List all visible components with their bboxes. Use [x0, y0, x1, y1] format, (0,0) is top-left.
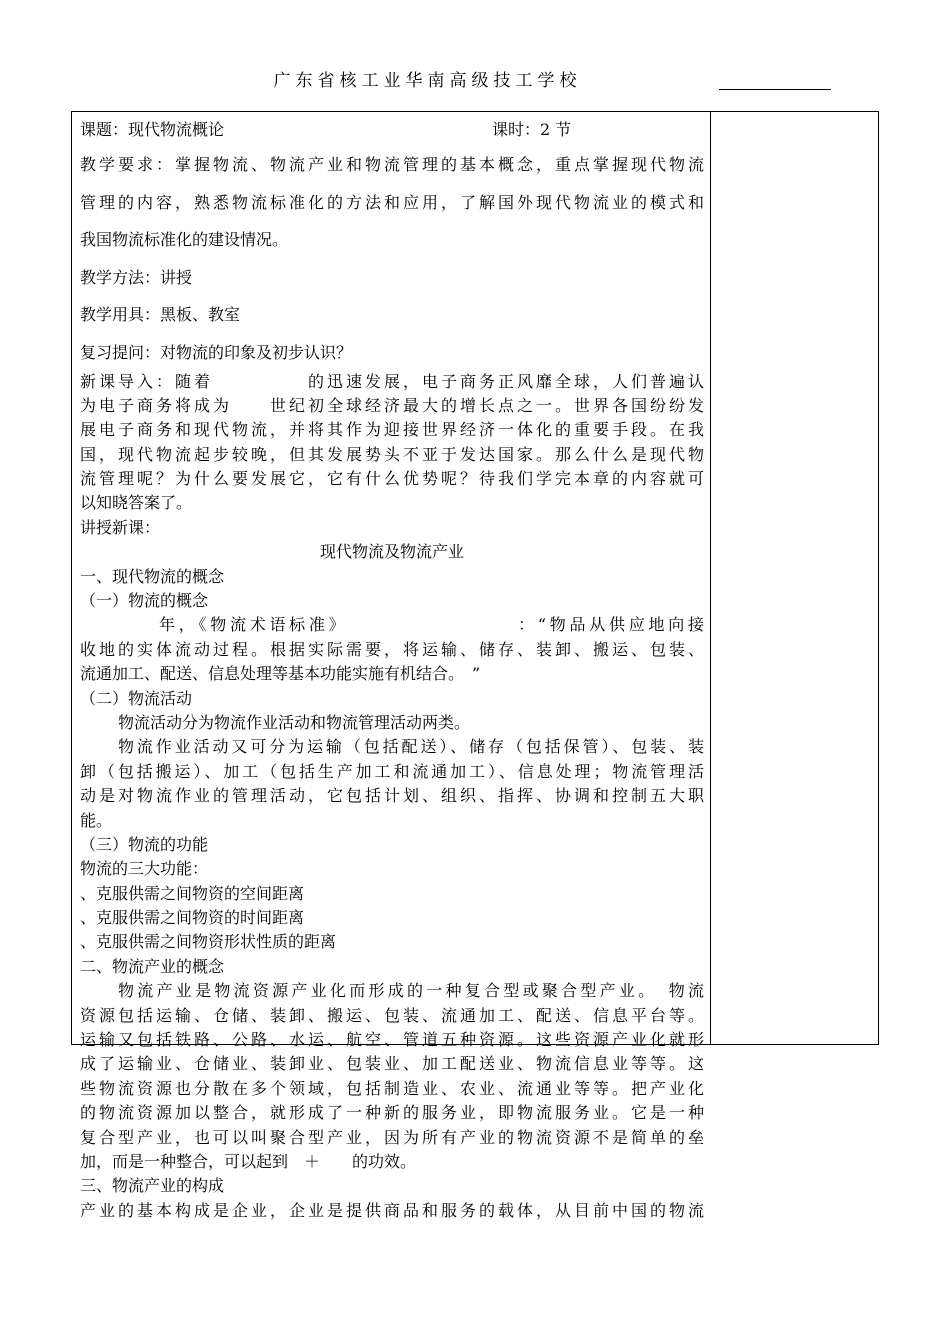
- intro-line: 流管理呢？为什么要发展它，它有什么优势呢？待我们学完本章的内容就可: [80, 469, 704, 489]
- industry-line: 复合型产业，也可以叫聚合型产业，因为所有产业的物流资源不是简单的垒: [80, 1127, 704, 1147]
- requirements-line: 教学要求：掌握物流、物流产业和物流管理的基本概念，重点掌握现代物流: [80, 155, 704, 174]
- review-question: 复习提问：对物流的印象及初步认识？: [80, 342, 353, 362]
- teaching-method: 教学方法：讲授: [80, 267, 193, 287]
- requirements-line: 我国物流标准化的建设情况。: [80, 230, 289, 249]
- intro-line: 以知晓答案了。: [80, 493, 193, 513]
- industry-line: 运输又包括铁路、公路、水运、航空、管道五种资源。这些资源产业化就形: [80, 1030, 704, 1050]
- industry-line: 的物流资源加以整合，就形成了一种新的服务业，即物流服务业。它是一种: [80, 1103, 704, 1123]
- school-name: 广东省核工业华南高级技工学校: [273, 71, 582, 91]
- intro-line: 为电子商务将成为 世纪初全球经济最大的增长点之一。世界各国纷纷发: [80, 395, 704, 415]
- activity-line: 动是对物流作业的管理活动，它包括计划、组织、指挥、协调和控制五大职: [80, 786, 704, 806]
- table-column-divider: [710, 111, 711, 1045]
- lesson-content: [80, 117, 704, 1223]
- functions-intro: 物流的三大功能：: [80, 859, 209, 879]
- industry-line: 些物流资源也分散在多个领域，包括制造业、农业、流通业等等。把产业化: [80, 1078, 704, 1098]
- intro-line: 展电子商务和现代物流，并将其作为迎接世界经济一体化的重要手段。在我: [80, 420, 704, 440]
- function-item: 、克服供需之间物资形状性质的距离: [80, 932, 337, 952]
- subheading-3: （三）物流的功能: [80, 834, 209, 854]
- topic-row: [80, 117, 704, 145]
- subheading-1: （一）物流的概念: [80, 591, 209, 611]
- heading-1: 一、现代物流的概念: [80, 566, 225, 586]
- industry-line: 物流产业是物流资源产业化而形成的一种复合型或聚合型产业。 物流: [118, 981, 704, 1001]
- definition-line: 流通加工、配送、信息处理等基本功能实施有机结合。 ”: [80, 664, 481, 684]
- function-item: 、克服供需之间物资的空间距离: [80, 883, 305, 903]
- lesson-topic: 课题：现代物流概论: [80, 120, 225, 139]
- activity-line: 卸（包括搬运）、加工（包括生产加工和流通加工）、信息处理；物流管理活: [80, 761, 704, 781]
- header-underline: [719, 89, 831, 90]
- definition-line: 年，《物流术语标准》 ：“物品从供应地向接: [80, 615, 704, 635]
- definition-line: 收地的实体流动过程。根据实际需要，将运输、储存、装卸、搬运、包装、: [80, 639, 704, 659]
- intro-line: 新课导入：随着 的迅速发展，电子商务正风靡全球，人们普遍认: [80, 371, 704, 391]
- industry-line: 加，而是一种整合，可以起到 ＋ 的功效。: [80, 1152, 417, 1171]
- new-lesson-label: 讲授新课：: [80, 517, 161, 537]
- function-item: 、克服供需之间物资的时间距离: [80, 908, 305, 928]
- intro-line: 国，现代物流起步较晚，但其发展势头不亚于发达国家。那么什么是现代物: [80, 444, 704, 464]
- industry-line: 资源包括运输、仓储、装卸、搬运、包装、流通加工、配送、信息平台等。: [80, 1005, 704, 1025]
- composition-line: 产业的基本构成是企业，企业是提供商品和服务的载体，从目前中国的物流: [80, 1200, 704, 1220]
- industry-line: 成了运输业、仓储业、装卸业、包装业、加工配送业、物流信息业等等。这: [80, 1054, 704, 1074]
- section-title: 现代物流及物流产业: [319, 542, 464, 562]
- teaching-tools: 教学用具：黑板、教室: [80, 305, 241, 324]
- activity-line: 物流活动分为物流作业活动和物流管理活动两类。: [118, 712, 471, 732]
- heading-2: 二、物流产业的概念: [80, 956, 225, 976]
- activity-line: 能。: [80, 810, 113, 830]
- lesson-hours: 课时：2 节: [492, 120, 572, 139]
- heading-3: 三、物流产业的构成: [80, 1176, 225, 1196]
- subheading-2: （二）物流活动: [80, 688, 193, 708]
- requirements-line: 管理的内容，熟悉物流标准化的方法和应用，了解国外现代物流业的模式和: [80, 192, 704, 212]
- activity-line: 物流作业活动又可分为运输（包括配送）、储存（包括保管）、包装、装: [118, 737, 704, 757]
